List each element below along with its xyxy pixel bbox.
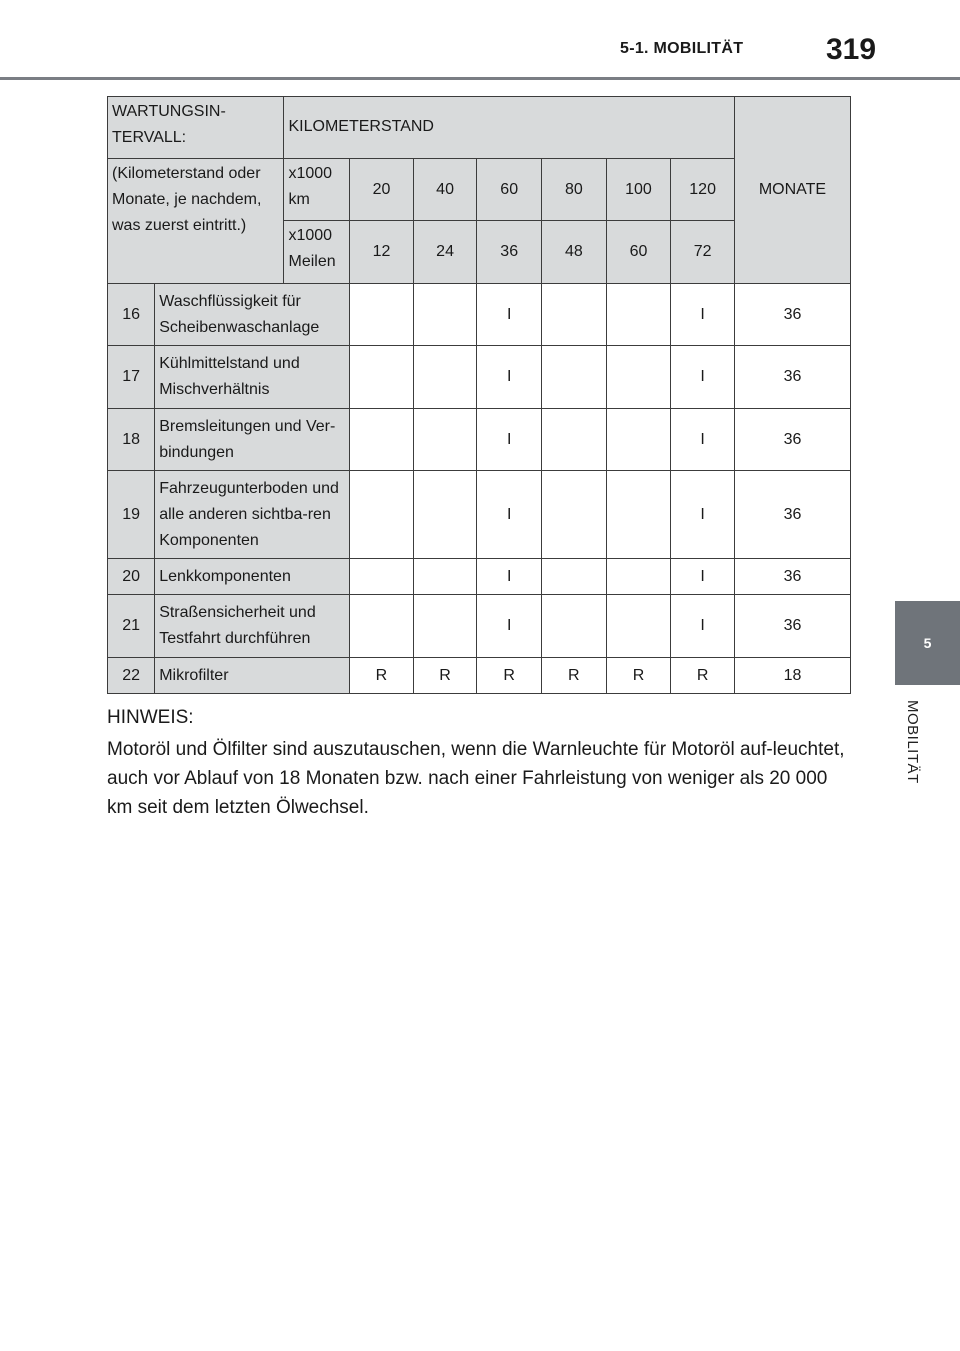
- table-row: [108, 471, 851, 559]
- months-value: 18: [734, 658, 850, 694]
- interval-value: [606, 471, 671, 559]
- chapter-tab[interactable]: [895, 601, 960, 685]
- months-value: 36: [734, 595, 850, 658]
- item-number: 17: [108, 346, 155, 409]
- interval-value: R: [606, 658, 671, 694]
- interval-value: I: [477, 471, 542, 559]
- km-value: 80: [542, 159, 607, 221]
- interval-value: R: [477, 658, 542, 694]
- table-row: [108, 658, 851, 694]
- item-number: 19: [108, 471, 155, 559]
- interval-value: R: [350, 658, 414, 694]
- table-row: [108, 409, 851, 471]
- interval-value: [542, 346, 607, 409]
- interval-value: [413, 471, 477, 559]
- interval-value: R: [671, 658, 735, 694]
- interval-value: [413, 409, 477, 471]
- interval-value: [542, 284, 607, 346]
- interval-value: I: [477, 284, 542, 346]
- section-title: 5-1. MOBILITÄT: [620, 40, 744, 57]
- interval-value: I: [477, 559, 542, 595]
- interval-value: [350, 346, 414, 409]
- mile-value: 36: [477, 221, 542, 284]
- table-row: [108, 346, 851, 409]
- interval-value: I: [671, 409, 735, 471]
- mile-value: 12: [350, 221, 414, 284]
- months-value: 36: [734, 409, 850, 471]
- table-row: [108, 559, 851, 595]
- interval-value: [606, 409, 671, 471]
- item-number: 22: [108, 658, 155, 694]
- interval-value: R: [542, 658, 607, 694]
- interval-value: I: [671, 559, 735, 595]
- mile-value: 60: [606, 221, 671, 284]
- interval-value: [542, 471, 607, 559]
- interval-condition: (Kilometerstand oder Monate, je nachdem, was zuerst eintritt.): [108, 159, 284, 284]
- interval-value: I: [671, 471, 735, 559]
- months-value: 36: [734, 559, 850, 595]
- interval-value: I: [477, 595, 542, 658]
- item-number: 18: [108, 409, 155, 471]
- interval-value: [350, 559, 414, 595]
- miles-unit: x1000 Meilen: [284, 221, 350, 284]
- chapter-label: MOBILITÄT: [904, 700, 921, 784]
- header-divider: [0, 77, 960, 80]
- km-unit: x1000 km: [284, 159, 350, 221]
- interval-value: [606, 346, 671, 409]
- interval-value: [413, 595, 477, 658]
- item-name: Fahrzeugunterboden und alle anderen sichtba-ren Komponenten: [155, 471, 350, 559]
- months-value: 36: [734, 346, 850, 409]
- interval-value: I: [671, 346, 735, 409]
- mile-value: 48: [542, 221, 607, 284]
- item-name: Bremsleitungen und Ver-bindungen: [155, 409, 350, 471]
- interval-value: [606, 595, 671, 658]
- interval-value: [606, 559, 671, 595]
- note-text: Motoröl und Ölfilter sind auszutauschen, wenn die Warnleuchte für Motoröl auf-leuchtet, auch vor Ablauf von 18 Monaten bzw. nach einer Fahrleistung von weniger als 20 000 km seit dem letzten Ölwechsel.: [107, 739, 845, 818]
- mile-value: 24: [413, 221, 477, 284]
- interval-value: [542, 559, 607, 595]
- interval-value: [413, 284, 477, 346]
- months-value: 36: [734, 471, 850, 559]
- table-row: [108, 284, 851, 346]
- interval-value: [542, 409, 607, 471]
- item-name: Straßensicherheit und Testfahrt durchführen: [155, 595, 350, 658]
- interval-value: I: [671, 284, 735, 346]
- months-value: 36: [734, 284, 850, 346]
- km-value: 40: [413, 159, 477, 221]
- item-number: 21: [108, 595, 155, 658]
- page-number: 319: [826, 33, 877, 66]
- km-value: 60: [477, 159, 542, 221]
- interval-value: [350, 595, 414, 658]
- item-name: Waschflüssigkeit für Scheibenwaschanlage: [155, 284, 350, 346]
- item-number: 16: [108, 284, 155, 346]
- interval-value: I: [671, 595, 735, 658]
- interval-value: I: [477, 409, 542, 471]
- table-row: [108, 595, 851, 658]
- maintenance-table: [107, 96, 851, 694]
- interval-header: WARTUNGSIN-TERVALL:: [108, 97, 284, 159]
- km-value: 100: [606, 159, 671, 221]
- item-name: Lenkkomponenten: [155, 559, 350, 595]
- km-value: 120: [671, 159, 735, 221]
- interval-value: [413, 346, 477, 409]
- mile-value: 72: [671, 221, 735, 284]
- km-value: 20: [350, 159, 414, 221]
- item-number: 20: [108, 559, 155, 595]
- interval-value: I: [477, 346, 542, 409]
- item-name: Kühlmittelstand und Mischverhältnis: [155, 346, 350, 409]
- interval-value: [350, 409, 414, 471]
- note-heading: HINWEIS:: [107, 707, 194, 728]
- interval-value: [350, 471, 414, 559]
- interval-value: [542, 595, 607, 658]
- months-header: MONATE: [734, 97, 850, 284]
- km-header: KILOMETERSTAND: [284, 97, 734, 159]
- interval-value: R: [413, 658, 477, 694]
- interval-value: [350, 284, 414, 346]
- interval-value: [606, 284, 671, 346]
- chapter-number: 5: [923, 635, 932, 651]
- interval-value: [413, 559, 477, 595]
- item-name: Mikrofilter: [155, 658, 350, 694]
